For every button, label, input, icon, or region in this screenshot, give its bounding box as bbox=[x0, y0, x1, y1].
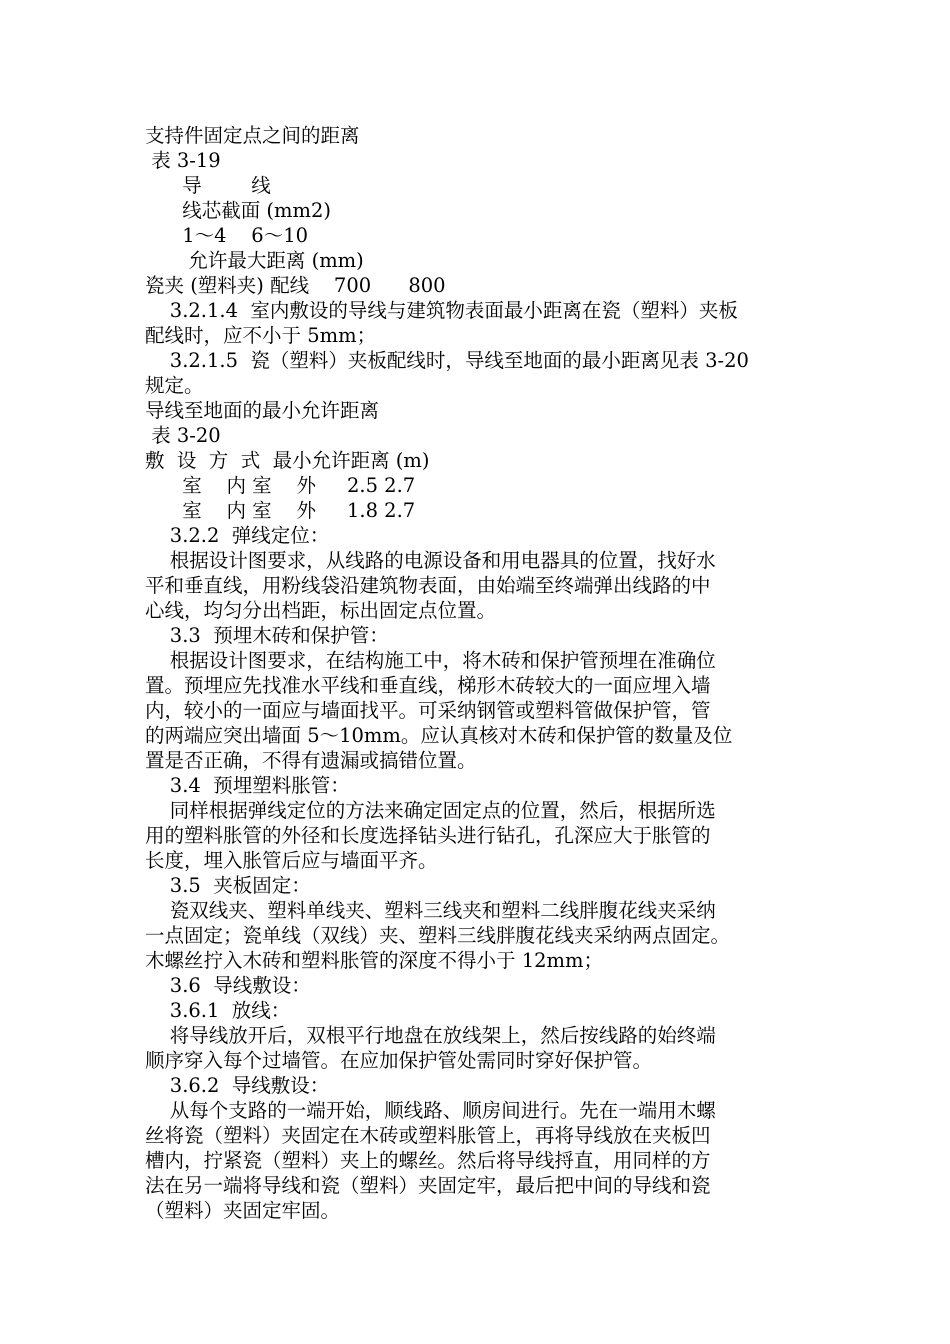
text-line: 木螺丝拧入木砖和塑料胀管的深度不得小于 12mm； bbox=[145, 949, 603, 972]
text-line: 法在另一端将导线和瓷（塑料）夹固定牢，最后把中间的导线和瓷 bbox=[145, 1174, 711, 1197]
text-line: 室 内 室 外 2.5 2.7 bbox=[145, 474, 416, 497]
text-line: 导 线 bbox=[145, 174, 271, 197]
text-line: 支持件固定点之间的距离 bbox=[145, 124, 360, 147]
text-line: 瓷双线夹、塑料单线夹、塑料三线夹和塑料二线胖腹花线夹采纳 bbox=[145, 899, 716, 922]
text-line: 3.5 夹板固定： bbox=[145, 874, 311, 897]
text-line: 3.2.1.4 室内敷设的导线与建筑物表面最小距离在瓷（塑料）夹板 bbox=[145, 299, 738, 322]
text-line: 长度，埋入胀管后应与墙面平齐。 bbox=[145, 849, 438, 872]
text-line: 平和垂直线，用粉线袋沿建筑物表面，由始端至终端弹出线路的中 bbox=[145, 574, 711, 597]
text-line: 根据设计图要求，在结构施工中，将木砖和保护管预埋在准确位 bbox=[145, 649, 716, 672]
text-line: 从每个支路的一端开始，顺线路、顺房间进行。先在一端用木螺 bbox=[145, 1099, 716, 1122]
text-line: （塑料）夹固定牢固。 bbox=[145, 1199, 341, 1222]
text-line: 3.2.2 弹线定位： bbox=[145, 524, 330, 547]
text-line: 3.2.1.5 瓷（塑料）夹板配线时，导线至地面的最小距离见表 3-20 bbox=[145, 349, 749, 372]
text-line: 丝将瓷（塑料）夹固定在木砖或塑料胀管上，再将导线放在夹板凹 bbox=[145, 1124, 711, 1147]
text-line: 心线，均匀分出档距，标出固定点位置。 bbox=[145, 599, 497, 622]
text-line: 同样根据弹线定位的方法来确定固定点的位置，然后，根据所选 bbox=[145, 799, 716, 822]
text-line: 槽内，拧紧瓷（塑料）夹上的螺丝。然后将导线捋直，用同样的方 bbox=[145, 1149, 711, 1172]
text-line: 一点固定；瓷单线（双线）夹、塑料三线胖腹花线夹采纳两点固定。 bbox=[145, 924, 731, 947]
text-line: 表 3-19 bbox=[145, 149, 221, 172]
text-line: 用的塑料胀管的外径和长度选择钻头进行钻孔，孔深应大于胀管的 bbox=[145, 824, 711, 847]
text-line: 置是否正确，不得有遗漏或搞错位置。 bbox=[145, 749, 477, 772]
text-line: 瓷夹 (塑料夹) 配线 700 800 bbox=[145, 274, 446, 297]
text-line: 置。预埋应先找准水平线和垂直线，梯形木砖较大的一面应埋入墙 bbox=[145, 674, 711, 697]
text-line: 内，较小的一面应与墙面找平。可采纳钢管或塑料管做保护管，管 bbox=[145, 699, 711, 722]
text-line: 线芯截面 (mm2) bbox=[145, 199, 331, 222]
text-line: 3.4 预埋塑料胀管： bbox=[145, 774, 350, 797]
text-line: 表 3-20 bbox=[145, 424, 221, 447]
text-line: 3.6 导线敷设： bbox=[145, 974, 311, 997]
text-line: 规定。 bbox=[145, 374, 204, 397]
text-line: 的两端应突出墙面 5～10mm。应认真核对木砖和保护管的数量及位 bbox=[145, 724, 733, 747]
text-line: 3.3 预埋木砖和保护管： bbox=[145, 624, 389, 647]
text-line: 根据设计图要求，从线路的电源设备和用电器具的位置，找好水 bbox=[145, 549, 716, 572]
text-line: 将导线放开后，双根平行地盘在放线架上，然后按线路的始终端 bbox=[145, 1024, 716, 1047]
text-line: 室 内 室 外 1.8 2.7 bbox=[145, 499, 416, 522]
text-line: 3.6.2 导线敷设： bbox=[145, 1074, 330, 1097]
text-line: 敷 设 方 式 最小允许距离 (m) bbox=[145, 449, 430, 472]
text-line: 3.6.1 放线： bbox=[145, 999, 291, 1022]
text-line: 导线至地面的最小允许距离 bbox=[145, 399, 380, 422]
text-line: 配线时，应不小于 5mm； bbox=[145, 324, 377, 347]
text-line: 允许最大距离 (mm) bbox=[145, 249, 364, 272]
text-line: 1～4 6～10 bbox=[145, 224, 309, 247]
text-line: 顺序穿入每个过墙管。在应加保护管处需同时穿好保护管。 bbox=[145, 1049, 653, 1072]
